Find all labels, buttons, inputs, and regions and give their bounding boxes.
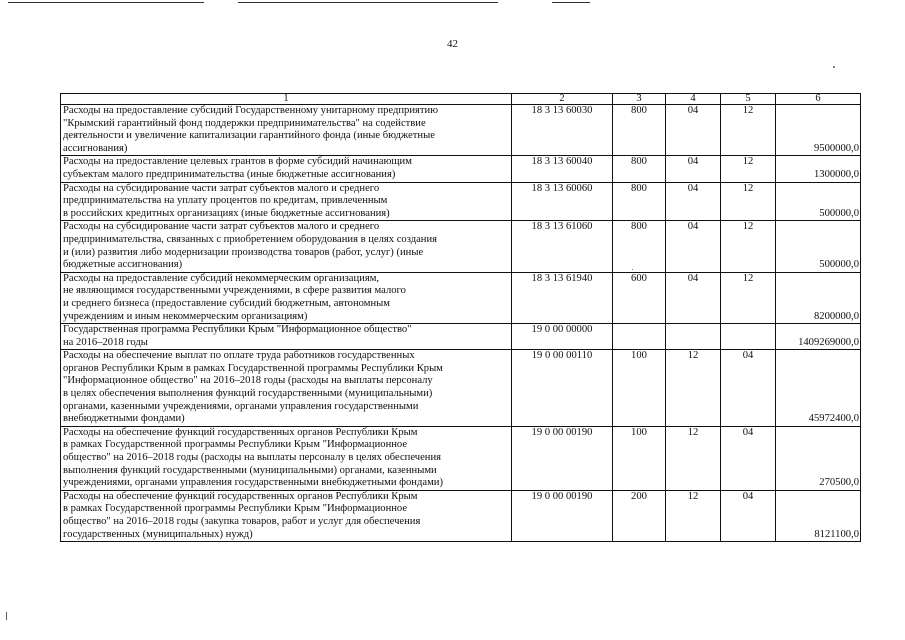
row-subsection-code: 04 <box>721 426 776 490</box>
row-amount: 500000,0 <box>776 182 861 221</box>
row-expense-type-code: 100 <box>613 350 666 427</box>
row-amount: 9500000,0 <box>776 105 861 156</box>
row-target-article-code: 18 3 13 61940 <box>512 272 613 323</box>
row-target-article-code: 18 3 13 60030 <box>512 105 613 156</box>
row-description: Расходы на субсидирование части затрат субъектов малого и среднего предпринимательства на уплату процентов по кредитам, привлеченным в российских кредитных организациях (иные бюджетные ассигнования) <box>61 182 512 221</box>
row-target-article-code: 18 3 13 60040 <box>512 156 613 182</box>
row-expense-type-code: 800 <box>613 221 666 272</box>
row-description: Расходы на предоставление целевых грантов в форме субсидий начинающим субъектам малого предпринимательства (иные бюджетные ассигнования) <box>61 156 512 182</box>
row-description: Расходы на обеспечение выплат по оплате труда работников государственных органов Республики Крым в рамках Государственной программы Республики Крым "Информационное общество" на 2016–2018 годы (расходы на выплаты персоналу в целях обеспечения выполнения функций государственными (муниципальными) органами, казенными учреждениями, органами управления государственными внебюджетными фондами) <box>61 350 512 427</box>
scan-edge-line-left <box>8 2 204 3</box>
table-row <box>61 221 861 272</box>
scan-speck <box>6 612 7 620</box>
table-header-row <box>61 94 861 105</box>
table-row <box>61 272 861 323</box>
row-section-code: 04 <box>666 221 721 272</box>
table-row <box>61 105 861 156</box>
row-target-article-code: 19 0 00 00110 <box>512 350 613 427</box>
budget-table <box>60 93 861 542</box>
table-row <box>61 324 861 350</box>
row-amount: 8200000,0 <box>776 272 861 323</box>
scan-speck <box>833 66 835 68</box>
column-header: 3 <box>613 94 666 105</box>
scan-edge-line-mid <box>238 2 498 3</box>
column-header: 2 <box>512 94 613 105</box>
row-amount: 270500,0 <box>776 426 861 490</box>
row-amount: 1300000,0 <box>776 156 861 182</box>
row-section-code: 04 <box>666 105 721 156</box>
row-target-article-code: 18 3 13 61060 <box>512 221 613 272</box>
row-section-code: 12 <box>666 490 721 541</box>
row-description: Расходы на предоставление субсидий некоммерческим организациям, не являющимся государственными учреждениями, в сфере развития малого и среднего бизнеса (предоставление субсидий бюджетным, автономным учреждениям и иным некоммерческим организациям) <box>61 272 512 323</box>
row-section-code: 04 <box>666 156 721 182</box>
row-expense-type-code: 200 <box>613 490 666 541</box>
row-section-code <box>666 324 721 350</box>
column-header: 6 <box>776 94 861 105</box>
row-section-code: 04 <box>666 182 721 221</box>
row-subsection-code: 12 <box>721 272 776 323</box>
row-section-code: 12 <box>666 350 721 427</box>
row-amount: 1409269000,0 <box>776 324 861 350</box>
row-amount: 500000,0 <box>776 221 861 272</box>
row-subsection-code: 12 <box>721 105 776 156</box>
row-section-code: 04 <box>666 272 721 323</box>
row-amount: 8121100,0 <box>776 490 861 541</box>
row-description: Расходы на субсидирование части затрат субъектов малого и среднего предпринимательства, связанных с приобретением оборудования в целях создания и (или) развития либо модернизации производства товаров (работ, услуг) (иные бюджетные ассигнования) <box>61 221 512 272</box>
column-header: 4 <box>666 94 721 105</box>
row-subsection-code: 04 <box>721 490 776 541</box>
row-description: Расходы на обеспечение функций государственных органов Республики Крым в рамках Государственной программы Республики Крым "Информационное общество" на 2016–2018 годы (расходы на выплаты персоналу в целях обеспечения выполнения функций государственными (муниципальными) органами, казенными учреждениями, органами управления государственными внебюджетными фондами) <box>61 426 512 490</box>
table-row <box>61 182 861 221</box>
column-header: 5 <box>721 94 776 105</box>
row-expense-type-code: 800 <box>613 156 666 182</box>
table-row <box>61 350 861 427</box>
row-expense-type-code: 800 <box>613 182 666 221</box>
scan-edge-line-right <box>552 2 590 3</box>
row-expense-type-code: 100 <box>613 426 666 490</box>
row-target-article-code: 18 3 13 60060 <box>512 182 613 221</box>
table-row <box>61 426 861 490</box>
page-number: 42 <box>447 38 458 50</box>
row-expense-type-code: 800 <box>613 105 666 156</box>
row-target-article-code: 19 0 00 00190 <box>512 490 613 541</box>
row-expense-type-code: 600 <box>613 272 666 323</box>
table-row <box>61 156 861 182</box>
row-description: Государственная программа Республики Крым "Информационное общество" на 2016–2018 годы <box>61 324 512 350</box>
row-subsection-code: 12 <box>721 156 776 182</box>
row-subsection-code: 12 <box>721 182 776 221</box>
table-row <box>61 490 861 541</box>
row-subsection-code <box>721 324 776 350</box>
row-amount: 45972400,0 <box>776 350 861 427</box>
column-header: 1 <box>61 94 512 105</box>
row-section-code: 12 <box>666 426 721 490</box>
row-subsection-code: 04 <box>721 350 776 427</box>
row-description: Расходы на предоставление субсидий Государственному унитарному предприятию "Крымский гарантийный фонд поддержки предпринимательства" на содействие деятельности и увеличение капитализации гарантийного фонда (иные бюджетные ассигнования) <box>61 105 512 156</box>
row-target-article-code: 19 0 00 00190 <box>512 426 613 490</box>
row-subsection-code: 12 <box>721 221 776 272</box>
row-expense-type-code <box>613 324 666 350</box>
row-target-article-code: 19 0 00 00000 <box>512 324 613 350</box>
row-description: Расходы на обеспечение функций государственных органов Республики Крым в рамках Государственной программы Республики Крым "Информационное общество" на 2016–2018 годы (закупка товаров, работ и услуг для обеспечения государственных (муниципальных) нужд) <box>61 490 512 541</box>
